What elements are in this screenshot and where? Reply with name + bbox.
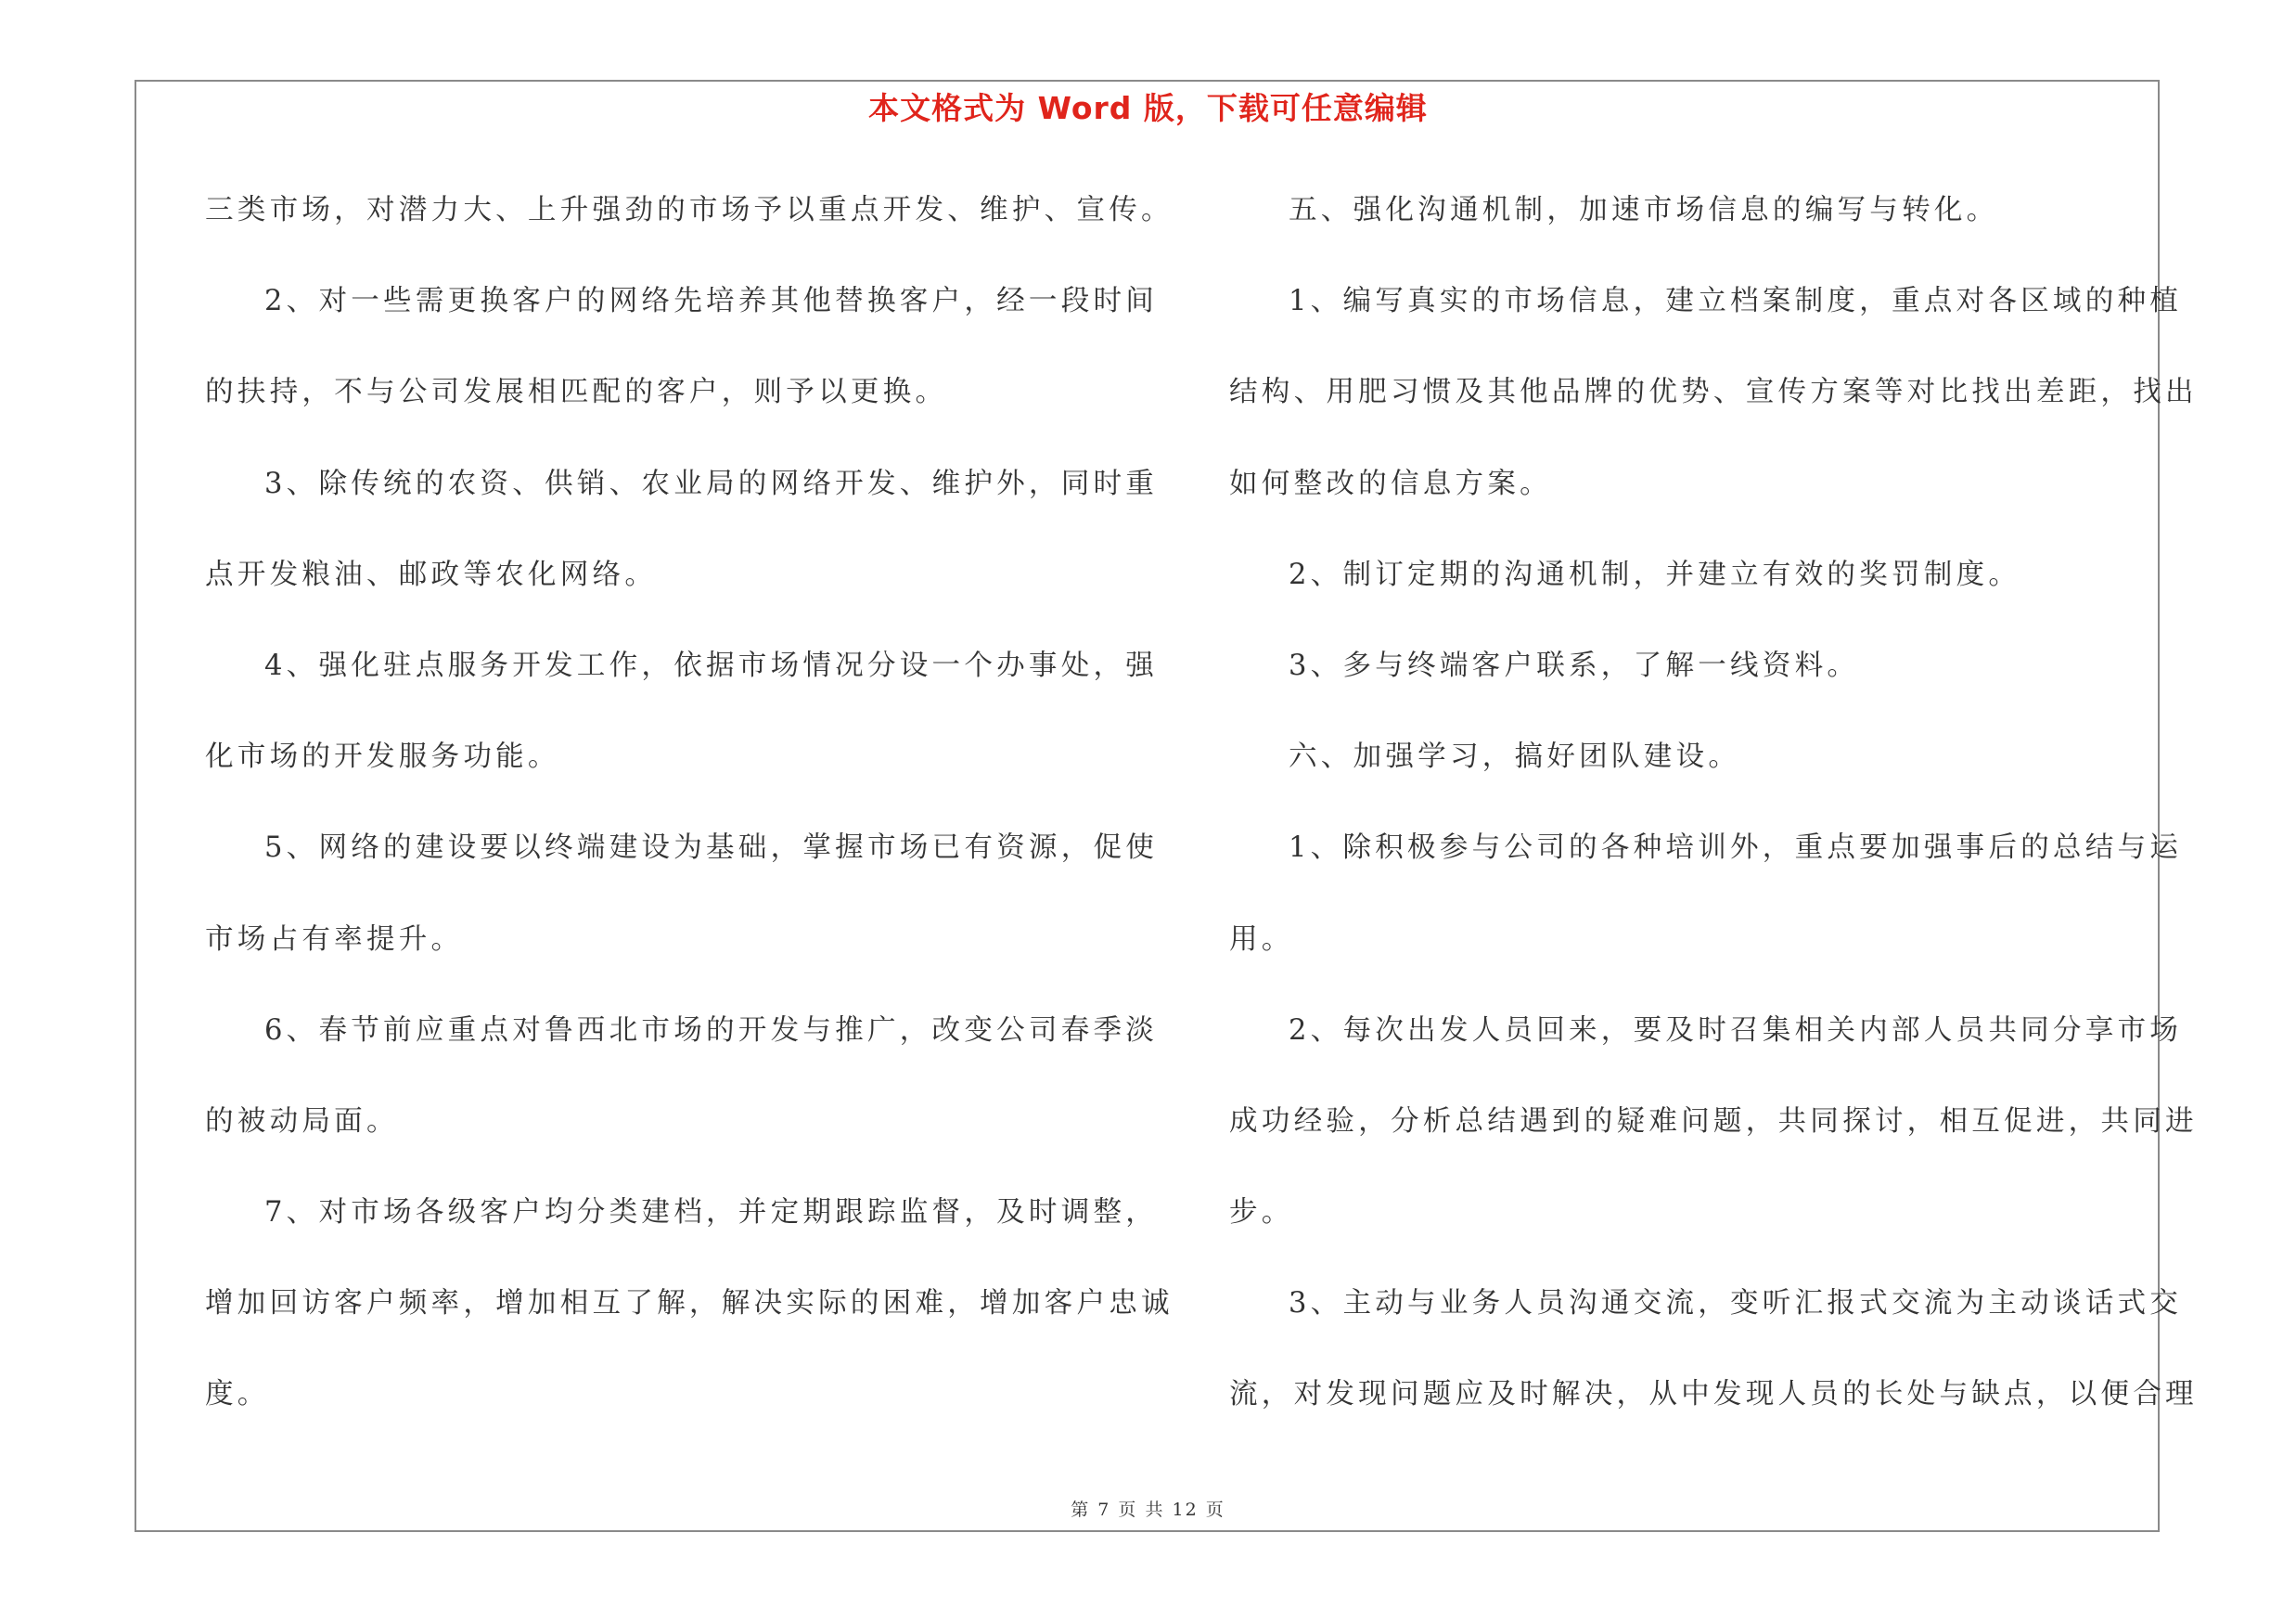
text-line: 2、每次出发人员回来，要及时召集相关内部人员共同分享市场 xyxy=(1289,1013,2183,1047)
text-line: 3、主动与业务人员沟通交流，变听汇报式交流为主动谈话式交 xyxy=(1289,1287,2183,1320)
text-line: 流，对发现问题应及时解决，从中发现人员的长处与缺点，以便合理 xyxy=(1229,1378,2198,1411)
text-line: 3、除传统的农资、供销、农业局的网络开发、维护外，同时重 xyxy=(264,467,1159,500)
text-line: 1、除积极参与公司的各种培训外，重点要加强事后的总结与运 xyxy=(1289,831,2183,865)
text-line: 如何整改的信息方案。 xyxy=(1229,467,1552,500)
text-line: 市场占有率提升。 xyxy=(205,922,464,956)
text-line: 增加回访客户频率，增加相互了解，解决实际的困难，增加客户忠诚 xyxy=(205,1287,1174,1320)
text-line: 4、强化驻点服务开发工作，依据市场情况分设一个办事处，强 xyxy=(264,649,1159,682)
page-number: 第 7 页 共 12 页 xyxy=(1071,1500,1225,1520)
text-line: 5、网络的建设要以终端建设为基础，掌握市场已有资源，促使 xyxy=(264,831,1159,865)
text-line: 点开发粮油、邮政等农化网络。 xyxy=(205,558,658,591)
text-line: 2、制订定期的沟通机制，并建立有效的奖罚制度。 xyxy=(1289,558,2021,591)
text-line: 五、强化沟通机制，加速市场信息的编写与转化。 xyxy=(1289,194,1999,226)
header-banner: 本文格式为 Word 版，下载可任意编辑 xyxy=(868,90,1428,126)
right-column xyxy=(1229,185,2198,1461)
text-line: 成功经验，分析总结遇到的疑难问题，共同探讨，相互促进，共同进 xyxy=(1229,1104,2198,1138)
text-line: 3、多与终端客户联系，了解一线资料。 xyxy=(1289,649,1860,682)
text-line: 2、对一些需更换客户的网络先培养其他替换客户，经一段时间 xyxy=(264,285,1159,318)
text-line: 步。 xyxy=(1229,1196,1294,1230)
text-line: 结构、用肥习惯及其他品牌的优势、宣传方案等对比找出差距，找出 xyxy=(1229,376,2198,409)
text-line: 度。 xyxy=(205,1378,270,1411)
text-line: 的扶持，不与公司发展相匹配的客户，则予以更换。 xyxy=(205,376,948,409)
text-line: 六、加强学习，搞好团队建设。 xyxy=(1289,741,1741,774)
text-line: 三类市场，对潜力大、上升强劲的市场予以重点开发、维护、宣传。 xyxy=(205,194,1174,226)
text-line: 用。 xyxy=(1229,922,1294,956)
text-line: 1、编写真实的市场信息，建立档案制度，重点对各区域的种植 xyxy=(1289,285,2183,318)
text-line: 化市场的开发服务功能。 xyxy=(205,741,560,774)
text-line: 7、对市场各级客户均分类建档，并定期跟踪监督，及时调整， xyxy=(264,1196,1159,1230)
left-column xyxy=(205,185,1174,1461)
text-line: 的被动局面。 xyxy=(205,1104,399,1138)
text-line: 6、春节前应重点对鲁西北市场的开发与推广，改变公司春季淡 xyxy=(264,1013,1159,1047)
